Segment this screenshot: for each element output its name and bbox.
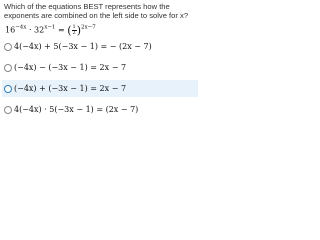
fraction-denominator: 2: [72, 30, 76, 36]
radio-button-3[interactable]: [4, 85, 12, 93]
radio-button-2[interactable]: [4, 64, 12, 72]
radio-button-1[interactable]: [4, 43, 12, 51]
given-equation: [5, 24, 96, 37]
answer-option-1-label: 4(−4x) + 5(−3x − 1) = − (2x − 7): [14, 42, 152, 51]
answer-option-1[interactable]: [2, 38, 198, 55]
answer-option-3[interactable]: [2, 80, 198, 97]
equation-right-paren: ): [76, 24, 82, 37]
answer-option-2-label: (−4x) − (−3x − 1) = 2x − 7: [14, 63, 127, 72]
equation-exponent-2: x−1: [44, 24, 56, 31]
equation-base-1: 16: [5, 25, 16, 35]
equation-left-paren: (: [67, 24, 72, 37]
question-text: Which of the equations BEST represents how the exponents are combined on the left side to solve for x?: [4, 2, 189, 21]
answer-option-4-label: 4(−4x) · 5(−3x − 1) = (2x − 7): [14, 105, 139, 114]
radio-button-4[interactable]: [4, 106, 12, 114]
answer-option-3-label: (−4x) + (−3x − 1) = 2x − 7: [14, 84, 127, 93]
equation-equals: =: [58, 25, 65, 35]
equation-base-2: 32: [34, 25, 45, 35]
answer-option-2[interactable]: [2, 59, 198, 76]
fraction-numerator: 1: [72, 24, 76, 30]
answer-option-4[interactable]: [2, 101, 198, 118]
equation-exponent-1: −4x: [15, 24, 27, 31]
equation-exponent-3: 2x−7: [81, 24, 96, 31]
equation-dot: ·: [28, 25, 32, 35]
answer-options: [2, 38, 198, 122]
